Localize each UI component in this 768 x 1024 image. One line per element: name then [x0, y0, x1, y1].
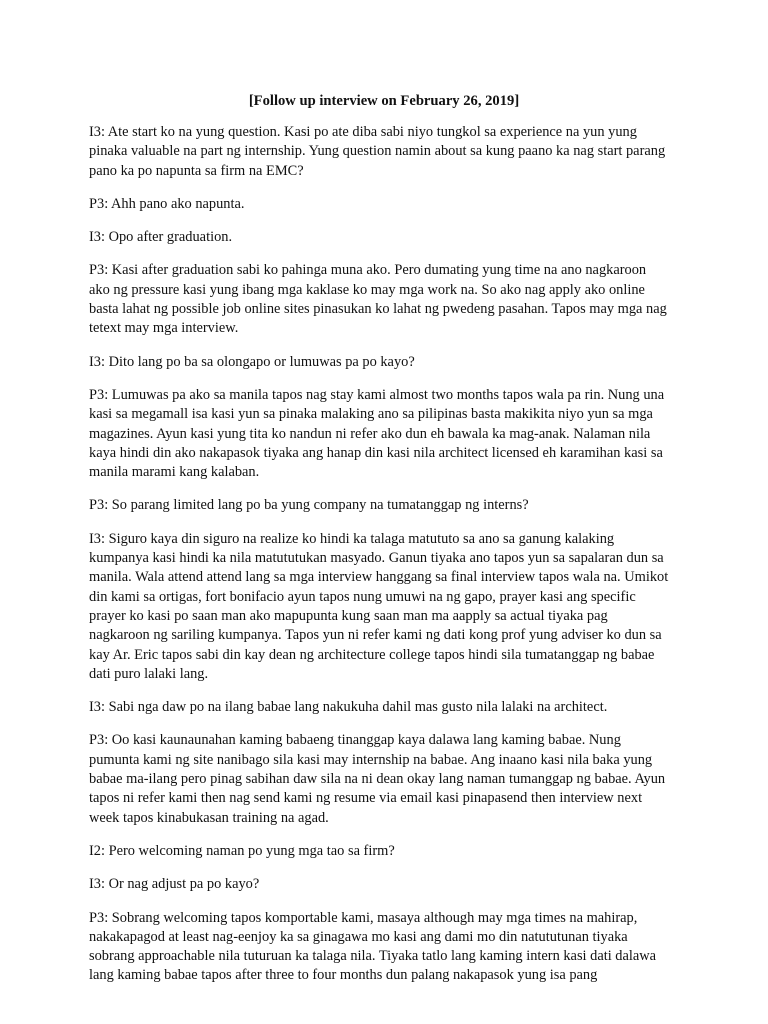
paragraph: P3: Oo kasi kaunaunahan kaming babaeng tinanggap kaya dalawa lang kaming babae. Nung pumunta kami ng site nanibago sila kasi may internship na babae. Ang inaano kasi nila baka yung babae ma-ilang pero pinag sabihan daw sila na ni dean okay lang naman tumanggap ng babae. Ayun tapos ni refer kami then nag send kami ng resume via email kasi pinapasend then interview next week tapos kinabukasan training na agad.	[89, 732, 666, 826]
paragraph: P3: Ahh pano ako napunta.	[89, 195, 245, 212]
paragraph: I2: Pero welcoming naman po yung mga tao sa firm?	[89, 842, 395, 859]
paragraph: P3: Lumuwas pa ako sa manila tapos nag stay kami almost two months tapos wala pa rin. Nung una kasi sa megamall isa kasi yun sa pinaka malaking ano sa pilipinas basta makikita niyo yun sa mga magazines. Ayun kasi yung tita ko nandun ni refer ako dun eh bawala ka mag-anak. Nalaman nila kaya hindi din ako nakapasok tiyaka ang hanap din kasi nila architect licensed eh karamihan kasi sa manila marami kang kalaban.	[89, 386, 665, 481]
paragraph: P3: So parang limited lang po ba yung company na tumatanggap ng interns?	[89, 497, 529, 514]
paragraph: P3: Sobrang welcoming tapos komportable kami, masaya although may mga times na mahirap, nakakapagod at least nag-eenjoy ka sa ginagawa mo kasi ang dami mo din natututunan tiyaka sobrang approachable nila tuturuan ka talaga nila. Tiyaka tatlo lang kaming intern kasi dati dalawa lang kaming babae tapos after three to four months dun palang nakapasok yung isa pang	[89, 909, 657, 984]
paragraph: I3: Siguro kaya din siguro na realize ko hindi ka talaga matututo sa ano sa ganung kalaking kumpanya kasi hindi ka nila matututukan masyado. Ganun tiyaka ano tapos yun sa sapalaran dun sa manila. Wala attend attend lang sa mga interview hanggang sa final interview tapos wala na. Umikot din kami sa ortigas, fort bonifacio ayun tapos nung umuwi na ng gapo, prayer kasi ang specific prayer ko kasi po saan man ako mapupunta kung saan man ma aapply sa actual tiyaka pag nagkaroon ng sariling kumpanya. Tapos yun ni refer kami ng dati kong prof yung adviser ko dun sa kay Ar. Eric tapos sabi din kay dean ng architecture college tapos hindi sila tumatanggap ng babae dati puro lalaki lang.	[89, 530, 669, 682]
transcript-body	[89, 123, 669, 1000]
document-title: [Follow up interview on February 26, 2019]	[248, 93, 520, 109]
paragraph: I3: Ate start ko na yung question. Kasi po ate diba sabi niyo tungkol sa experience na yun yung pinaka valuable na part ng internship. Yung question namin about sa kung paano ka nag start parang pano ka po napunta sa firm na EMC?	[89, 124, 666, 179]
paragraph: I3: Dito lang po ba sa olongapo or lumuwas pa po kayo?	[89, 353, 415, 370]
paragraph: I3: Or nag adjust pa po kayo?	[89, 876, 260, 893]
paragraph: I3: Sabi nga daw po na ilang babae lang nakukuha dahil mas gusto nila lalaki na architect.	[89, 699, 608, 716]
paragraph: I3: Opo after graduation.	[89, 229, 233, 246]
paragraph: P3: Kasi after graduation sabi ko pahinga muna ako. Pero dumating yung time na ano nagkaroon ako ng pressure kasi yung ibang mga kaklase ko may mga work na. So ako nag apply ako online basta lahat ng possible job online sites pinasukan ko lahat ng pwedeng pasahan. Tapos may mga nag tetext may mga interview.	[89, 262, 667, 337]
